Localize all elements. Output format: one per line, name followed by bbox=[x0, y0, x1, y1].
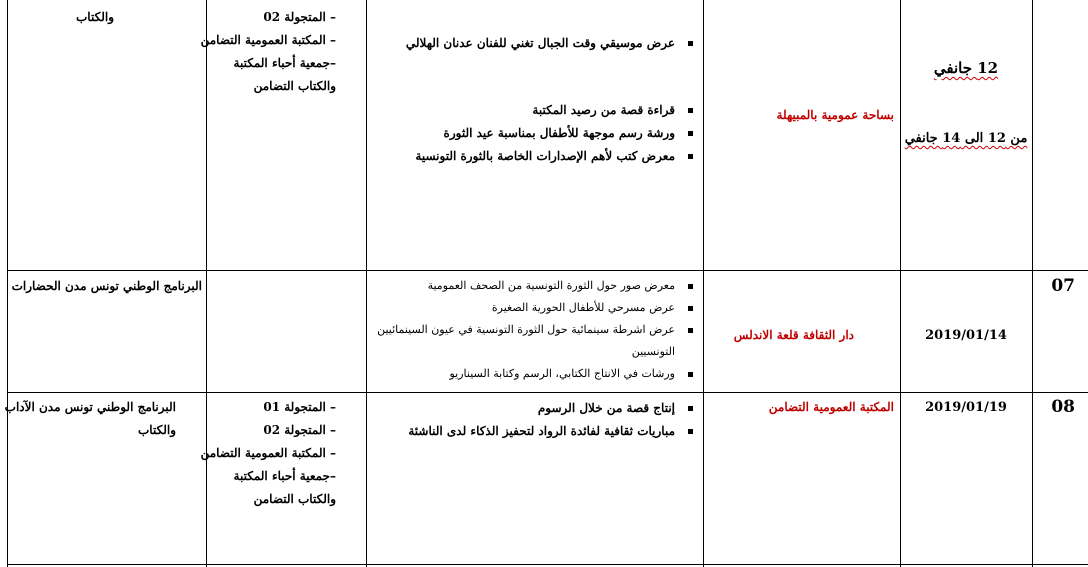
row-number: 07 bbox=[1051, 276, 1075, 296]
partner-line: –جمعية أحباء المكتبة bbox=[233, 469, 336, 483]
row-program-cell bbox=[8, 275, 206, 298]
activity-list bbox=[366, 32, 697, 55]
date-range-text: من 12 الى 14 جانفي bbox=[904, 131, 1028, 146]
row-program-cell bbox=[4, 396, 206, 442]
row-partners-cell bbox=[200, 396, 366, 511]
partner-line: – المتجولة 01 bbox=[263, 400, 336, 414]
activity-list bbox=[366, 363, 697, 385]
row-number: 08 bbox=[1051, 397, 1075, 417]
program-text: والكتاب bbox=[76, 10, 114, 24]
row-divider bbox=[7, 392, 1088, 393]
program-text-line2: والكتاب bbox=[138, 423, 176, 437]
activity-continuation: التونسيين bbox=[631, 345, 675, 358]
row-date-cell bbox=[900, 396, 1032, 419]
list-item: عرض موسيقي وقت الجبال تغني للفنان عدنان الهلالي bbox=[366, 32, 697, 55]
partner-line: والكتاب التضامن bbox=[253, 79, 336, 93]
date-text: 2019/01/14 bbox=[925, 328, 1007, 343]
partner-line: والكتاب التضامن bbox=[253, 492, 336, 506]
row-number-cell bbox=[1033, 397, 1088, 417]
list-item: عرض اشرطة سينمائية حول الثورة التونسية في عيون السينمائيين bbox=[366, 319, 697, 341]
list-item: إنتاج قصة من خلال الرسوم bbox=[366, 397, 697, 420]
list-item: مباريات ثقافية لفائدة الرواد لتحفيز الذكاء لدى الناشئة bbox=[366, 420, 697, 443]
list-item: ورشة رسم موجهة للأطفال بمناسبة عيد الثورة bbox=[366, 122, 697, 145]
venue-text: المكتبة العمومية التضامن bbox=[768, 400, 894, 414]
row-activities-cell bbox=[366, 397, 703, 443]
row-partners-cell bbox=[200, 6, 366, 98]
date-text: 2019/01/19 bbox=[925, 400, 1007, 415]
list-item: معرض صور حول الثورة التونسية من الصحف العمومية bbox=[366, 275, 697, 297]
venue-text: بساحة عمومية بالمبيهلة bbox=[776, 108, 894, 122]
row-activities-cell bbox=[366, 275, 703, 385]
activity-list bbox=[366, 275, 697, 341]
activity-list bbox=[366, 99, 697, 168]
row-divider bbox=[7, 270, 1088, 271]
partner-line: – المكتبة العمومية التضامن bbox=[200, 33, 336, 47]
column-divider bbox=[703, 0, 704, 567]
partner-line: – المتجولة 02 bbox=[263, 423, 336, 437]
row-date-cell bbox=[900, 324, 1032, 347]
date-text: 12 جانفي bbox=[933, 59, 999, 77]
partner-line: –جمعية أحباء المكتبة bbox=[233, 56, 336, 70]
date-range-line bbox=[900, 127, 1032, 150]
list-item: قراءة قصة من رصيد المكتبة bbox=[366, 99, 697, 122]
row-number-cell bbox=[1033, 276, 1088, 296]
list-item: ورشات في الانتاج الكتابي، الرسم وكتابة السيناريو bbox=[366, 363, 697, 385]
partner-line: – المتجولة 02 bbox=[263, 10, 336, 24]
row-activities-cell bbox=[366, 32, 703, 168]
list-item: عرض مسرحي للأطفال الحورية الصغيرة bbox=[366, 297, 697, 319]
row-program-cell bbox=[8, 6, 206, 29]
row-date-cell bbox=[900, 55, 1032, 150]
list-item: معرض كتب لأهم الإصدارات الخاصة بالثورة التونسية bbox=[366, 145, 697, 168]
program-text: البرنامج الوطني تونس مدن الآداب bbox=[4, 400, 176, 414]
row-venue-cell bbox=[703, 396, 900, 419]
partner-line: – المكتبة العمومية التضامن bbox=[200, 446, 336, 460]
activity-list bbox=[366, 397, 697, 443]
row-divider bbox=[7, 564, 1088, 565]
row-venue-cell bbox=[703, 104, 900, 127]
venue-text: دار الثقافة قلعة الاندلس bbox=[733, 328, 854, 342]
row-venue-cell bbox=[703, 324, 900, 347]
program-text: البرنامج الوطني تونس مدن الحضارات bbox=[11, 279, 202, 293]
date-line bbox=[900, 55, 1032, 81]
